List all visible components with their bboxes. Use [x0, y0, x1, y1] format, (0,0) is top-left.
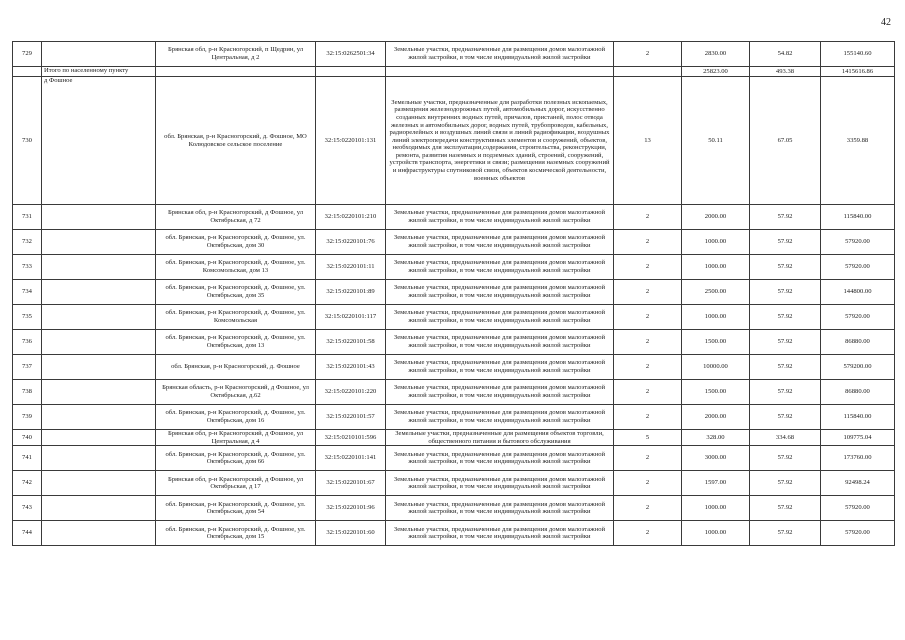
rate-cell: 57.92	[750, 255, 821, 280]
table-row	[13, 305, 895, 330]
address-cell: обл. Брянская, р-н Красногорский, д. Фошное, ул. Октябрьская, дом 30	[156, 230, 316, 255]
row-number-cell: 739	[13, 405, 42, 430]
area-cell: 2830.00	[682, 42, 750, 67]
area-cell: 25823.00	[682, 67, 750, 77]
address-cell: Брянская обл, р-н Красногорский, д Фошное, ул Октябрьская, д 72	[156, 205, 316, 230]
cadastral-value-cell: 115840.00	[821, 205, 895, 230]
cadastral-number-cell: 32:15:0220101:210	[316, 205, 386, 230]
address-cell: обл. Брянская, р-н Красногорский, д. Фошное, МО Колюдовское сельское поселение	[156, 77, 316, 205]
area-cell: 3000.00	[682, 446, 750, 471]
row-number-cell: 740	[13, 430, 42, 446]
cadastral-number-cell: 32:15:0220101:220	[316, 380, 386, 405]
settlement-cell	[42, 42, 156, 67]
area-cell: 1000.00	[682, 496, 750, 521]
area-cell: 1597.00	[682, 471, 750, 496]
row-number-cell: 736	[13, 330, 42, 355]
settlement-cell	[42, 446, 156, 471]
land-use-cell: Земельные участки, предназначенные для размещения домов малоэтажной жилой застройки, в том числе индивидуальной жилой застройки	[386, 405, 614, 430]
row-number-cell: 743	[13, 496, 42, 521]
address-cell: Брянская обл, р-н Красногорский, д Фошное, ул Центральная, д 4	[156, 430, 316, 446]
land-use-cell: Земельные участки, предназначенные для размещения домов малоэтажной жилой застройки, в том числе индивидуальной жилой застройки	[386, 380, 614, 405]
cadastral-value-cell: 57920.00	[821, 521, 895, 546]
row-number-cell: 732	[13, 230, 42, 255]
category-code-cell: 2	[614, 380, 682, 405]
settlement-cell	[42, 380, 156, 405]
address-cell: обл. Брянская, р-н Красногорский, д. Фошное, ул. Комсомольская	[156, 305, 316, 330]
cadastral-number-cell: 32:15:0220101:43	[316, 355, 386, 380]
address-cell: обл. Брянская, р-н Красногорский, д. Фошное	[156, 355, 316, 380]
land-use-cell: Земельные участки, предназначенные для размещения домов малоэтажной жилой застройки, в том числе индивидуальной жилой застройки	[386, 446, 614, 471]
area-cell: 1500.00	[682, 330, 750, 355]
category-code-cell: 2	[614, 305, 682, 330]
rate-cell: 57.92	[750, 405, 821, 430]
address-cell: Брянская обл, р-н Красногорский, п Щедрин, ул Центральная, д 2	[156, 42, 316, 67]
address-cell: обл. Брянская, р-н Красногорский, д. Фошное, ул. Октябрьская, дом 35	[156, 280, 316, 305]
cadastral-value-cell: 3359.88	[821, 77, 895, 205]
cadastral-number-cell: 32:15:0210101:596	[316, 430, 386, 446]
category-code-cell: 2	[614, 230, 682, 255]
settlement-cell	[42, 496, 156, 521]
rate-cell: 57.92	[750, 205, 821, 230]
row-number-cell	[13, 67, 42, 77]
row-number-cell: 730	[13, 77, 42, 205]
table-row	[13, 471, 895, 496]
table-row	[13, 77, 895, 205]
table-row	[13, 380, 895, 405]
settlement-cell: Итого по населенному пункту	[42, 67, 156, 77]
land-use-cell: Земельные участки, предназначенные для размещения домов малоэтажной жилой застройки, в том числе индивидуальной жилой застройки	[386, 471, 614, 496]
row-number-cell: 735	[13, 305, 42, 330]
area-cell: 1000.00	[682, 305, 750, 330]
cadastral-value-cell: 1415616.86	[821, 67, 895, 77]
settlement-cell	[42, 280, 156, 305]
settlement-cell	[42, 471, 156, 496]
cadastral-value-cell: 57920.00	[821, 230, 895, 255]
category-code-cell: 2	[614, 405, 682, 430]
cadastral-number-cell: 32:15:0220101:57	[316, 405, 386, 430]
cadastral-number-cell: 32:15:0220101:89	[316, 280, 386, 305]
table-row	[13, 496, 895, 521]
settlement-cell	[42, 405, 156, 430]
rate-cell: 67.05	[750, 77, 821, 205]
area-cell: 328.00	[682, 430, 750, 446]
land-use-cell: Земельные участки, предназначенные для размещения домов малоэтажной жилой застройки, в том числе индивидуальной жилой застройки	[386, 355, 614, 380]
category-code-cell: 2	[614, 280, 682, 305]
cadastral-number-cell: 32:15:0220101:96	[316, 496, 386, 521]
settlement-cell	[42, 305, 156, 330]
address-cell: обл. Брянская, р-н Красногорский, д. Фошное, ул. Комсомольская, дом 13	[156, 255, 316, 280]
area-cell: 2500.00	[682, 280, 750, 305]
land-use-cell: Земельные участки, предназначенные для размещения домов малоэтажной жилой застройки, в том числе индивидуальной жилой застройки	[386, 521, 614, 546]
cadastral-number-cell: 32:15:0220101:60	[316, 521, 386, 546]
category-code-cell: 2	[614, 42, 682, 67]
table-row	[13, 446, 895, 471]
rate-cell: 57.92	[750, 305, 821, 330]
cadastral-value-cell: 115840.00	[821, 405, 895, 430]
row-number-cell: 734	[13, 280, 42, 305]
address-cell: обл. Брянская, р-н Красногорский, д. Фошное, ул. Октябрьская, дом 13	[156, 330, 316, 355]
category-code-cell: 2	[614, 255, 682, 280]
cadastral-value-cell: 579200.00	[821, 355, 895, 380]
area-cell: 1000.00	[682, 230, 750, 255]
area-cell: 1000.00	[682, 521, 750, 546]
land-use-cell: Земельные участки, предназначенные для размещения домов малоэтажной жилой застройки, в том числе индивидуальной жилой застройки	[386, 305, 614, 330]
rate-cell: 54.82	[750, 42, 821, 67]
land-use-cell: Земельные участки, предназначенные для размещения объектов торговли, общественного питания и бытового обслуживания	[386, 430, 614, 446]
table-row	[13, 205, 895, 230]
cadastral-value-cell: 144800.00	[821, 280, 895, 305]
cadastral-number-cell: 32:15:0220101:131	[316, 77, 386, 205]
cadastral-number-cell: 32:15:0220101:117	[316, 305, 386, 330]
address-cell: обл. Брянская, р-н Красногорский, д. Фошное, ул. Октябрьская, дом 66	[156, 446, 316, 471]
settlement-cell: д Фошное	[42, 77, 156, 205]
address-cell: Брянская обл, р-н Красногорский, д Фошное, ул Октябрьская, д 17	[156, 471, 316, 496]
settlement-cell	[42, 330, 156, 355]
page-number: 42	[881, 17, 891, 28]
land-use-cell: Земельные участки, предназначенные для размещения домов малоэтажной жилой застройки, в том числе индивидуальной жилой застройки	[386, 42, 614, 67]
land-use-cell: Земельные участки, предназначенные для размещения домов малоэтажной жилой застройки, в том числе индивидуальной жилой застройки	[386, 496, 614, 521]
category-code-cell: 13	[614, 77, 682, 205]
address-cell: обл. Брянская, р-н Красногорский, д. Фошное, ул. Октябрьская, дом 54	[156, 496, 316, 521]
row-number-cell: 731	[13, 205, 42, 230]
category-code-cell	[614, 67, 682, 77]
cadastral-value-cell: 155140.60	[821, 42, 895, 67]
land-use-cell: Земельные участки, предназначенные для разработки полезных ископаемых, размещения железнодорожных путей, автомобильных дорог, искусственно созданных внутренних водных путей, причалов, пристаней, полос отвода железных и автомобильных дорог, водных путей, трубопроводов, кабельных, радиорелейных и воздушных линий связи и линий радиофикации, воздушных линий электропередачи конструктивных элементов и сооружений, объектов, необходимых для эксплуатации,содержания, строительства, реконструкции, ремонта, развития наземных и подземных зданий, строений, сооружений, устройств транспорта, энергетики и связи; размещения наземных сооружений и инфраструктуры спутниковой связи, объектов космической деятельности, военных объектов	[386, 77, 614, 205]
category-code-cell: 2	[614, 521, 682, 546]
area-cell: 2000.00	[682, 205, 750, 230]
land-use-cell: Земельные участки, предназначенные для размещения домов малоэтажной жилой застройки, в том числе индивидуальной жилой застройки	[386, 330, 614, 355]
cadastral-value-cell: 57920.00	[821, 496, 895, 521]
address-cell: Брянская область, р-н Красногорский, д Фошное, ул Октябрьская, д.62	[156, 380, 316, 405]
category-code-cell: 5	[614, 430, 682, 446]
address-cell	[156, 67, 316, 77]
cadastral-value-cell: 109775.04	[821, 430, 895, 446]
table-row	[13, 405, 895, 430]
rate-cell: 57.92	[750, 355, 821, 380]
rate-cell: 57.92	[750, 446, 821, 471]
table-row	[13, 521, 895, 546]
settlement-cell	[42, 521, 156, 546]
category-code-cell: 2	[614, 355, 682, 380]
cadastral-table	[12, 41, 895, 546]
rate-cell: 57.92	[750, 380, 821, 405]
land-use-cell: Земельные участки, предназначенные для размещения домов малоэтажной жилой застройки, в том числе индивидуальной жилой застройки	[386, 205, 614, 230]
row-number-cell: 744	[13, 521, 42, 546]
rate-cell: 57.92	[750, 230, 821, 255]
area-cell: 1500.00	[682, 380, 750, 405]
table-row	[13, 42, 895, 67]
table-row	[13, 280, 895, 305]
row-number-cell: 733	[13, 255, 42, 280]
area-cell: 10000.00	[682, 355, 750, 380]
settlement-cell	[42, 430, 156, 446]
cadastral-number-cell: 32:15:0262501:34	[316, 42, 386, 67]
cadastral-value-cell: 86880.00	[821, 380, 895, 405]
address-cell: обл. Брянская, р-н Красногорский, д. Фошное, ул. Октябрьская, дом 16	[156, 405, 316, 430]
row-number-cell: 738	[13, 380, 42, 405]
rate-cell: 57.92	[750, 496, 821, 521]
cadastral-number-cell: 32:15:0220101:67	[316, 471, 386, 496]
category-code-cell: 2	[614, 471, 682, 496]
cadastral-number-cell: 32:15:0220101:76	[316, 230, 386, 255]
row-number-cell: 742	[13, 471, 42, 496]
area-cell: 50.11	[682, 77, 750, 205]
table-row	[13, 355, 895, 380]
rate-cell: 57.92	[750, 521, 821, 546]
settlement-cell	[42, 355, 156, 380]
cadastral-number-cell: 32:15:0220101:11	[316, 255, 386, 280]
area-cell: 1000.00	[682, 255, 750, 280]
cadastral-value-cell: 92498.24	[821, 471, 895, 496]
row-number-cell: 741	[13, 446, 42, 471]
cadastral-value-cell: 57920.00	[821, 255, 895, 280]
land-use-cell: Земельные участки, предназначенные для размещения домов малоэтажной жилой застройки, в том числе индивидуальной жилой застройки	[386, 280, 614, 305]
address-cell: обл. Брянская, р-н Красногорский, д. Фошное, ул. Октябрьская, дом 15	[156, 521, 316, 546]
category-code-cell: 2	[614, 446, 682, 471]
land-use-cell	[386, 67, 614, 77]
cadastral-value-cell: 86880.00	[821, 330, 895, 355]
area-cell: 2000.00	[682, 405, 750, 430]
cadastral-number-cell: 32:15:0220101:58	[316, 330, 386, 355]
table-row	[13, 330, 895, 355]
cadastral-value-cell: 57920.00	[821, 305, 895, 330]
settlement-cell	[42, 205, 156, 230]
rate-cell: 57.92	[750, 330, 821, 355]
settlement-cell	[42, 255, 156, 280]
row-number-cell: 729	[13, 42, 42, 67]
table-row	[13, 67, 895, 77]
row-number-cell: 737	[13, 355, 42, 380]
cadastral-value-cell: 173760.00	[821, 446, 895, 471]
land-use-cell: Земельные участки, предназначенные для размещения домов малоэтажной жилой застройки, в том числе индивидуальной жилой застройки	[386, 255, 614, 280]
rate-cell: 334.68	[750, 430, 821, 446]
table-row	[13, 255, 895, 280]
category-code-cell: 2	[614, 496, 682, 521]
settlement-cell	[42, 230, 156, 255]
category-code-cell: 2	[614, 330, 682, 355]
table-row	[13, 430, 895, 446]
cadastral-number-cell	[316, 67, 386, 77]
land-use-cell: Земельные участки, предназначенные для размещения домов малоэтажной жилой застройки, в том числе индивидуальной жилой застройки	[386, 230, 614, 255]
rate-cell: 57.92	[750, 471, 821, 496]
rate-cell: 493.38	[750, 67, 821, 77]
rate-cell: 57.92	[750, 280, 821, 305]
cadastral-number-cell: 32:15:0220101:141	[316, 446, 386, 471]
category-code-cell: 2	[614, 205, 682, 230]
table-row	[13, 230, 895, 255]
